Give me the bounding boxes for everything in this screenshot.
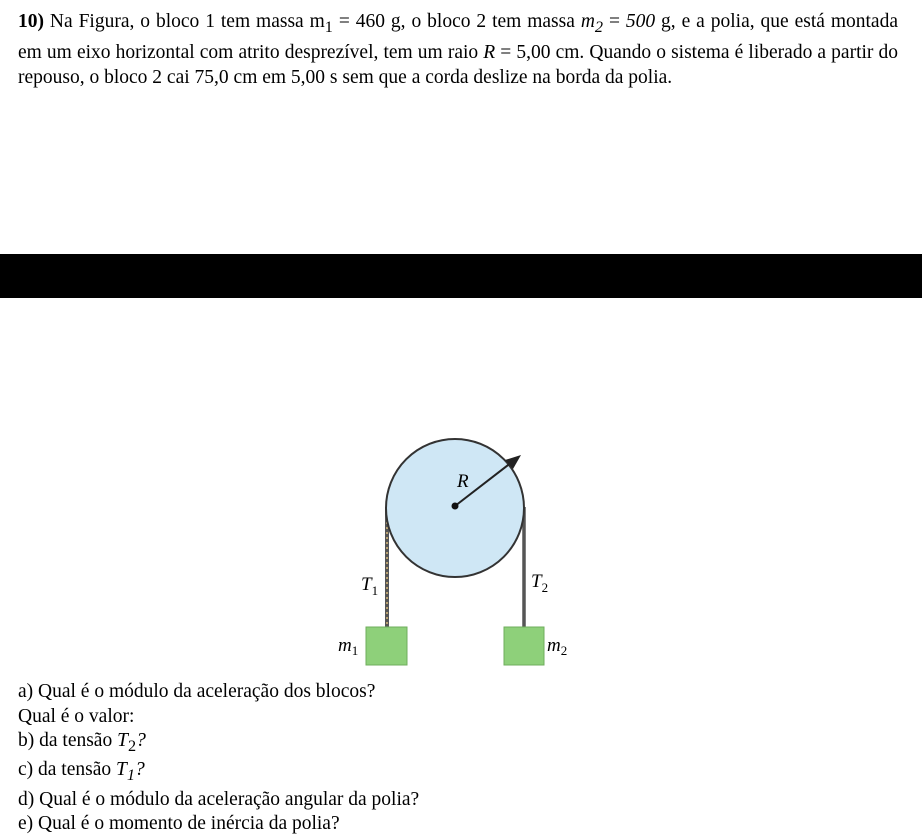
problem-text-3: = [603, 11, 626, 32]
question-b-symbol: T [117, 730, 128, 751]
question-a: a) Qual é o módulo da aceleração dos blocos? [18, 681, 376, 702]
problem-text-1: Na Figura, o bloco 1 tem massa m [44, 11, 325, 32]
question-b-prefix: b) da tensão [18, 730, 118, 751]
block-2 [504, 627, 544, 665]
problem-text-5: = 5,00 cm. Quando o sistema é liberado a partir do repouso, o bloco 2 cai 75,0 cm em 5,00 s sem que a corda deslize na borda da polia. [18, 41, 899, 88]
radius-label: R [457, 471, 469, 492]
m2-value: 500 [625, 11, 656, 32]
question-c-sub: 1 [126, 766, 135, 785]
tension-1-label: $T_1$ [361, 574, 379, 598]
question-b-suffix: ? [136, 730, 146, 751]
mass-2-label: $m_2$ [547, 635, 568, 658]
mass-1-label: $m_1$ [338, 635, 359, 658]
block-1 [366, 627, 407, 665]
question-e: e) Qual é o momento de inércia da polia? [18, 813, 340, 835]
tension-2-label: $T_2$ [531, 571, 549, 595]
problem-number: 10) [18, 11, 44, 32]
question-b-sub: 2 [127, 736, 137, 755]
problem-text-4: g, e a polia, que está montada em um eixo horizontal com atrito desprezível, tem um raio [18, 11, 898, 63]
m2-subscript: 2 [594, 17, 604, 36]
questions-list [18, 680, 419, 837]
pulley-axle [452, 503, 459, 510]
question-c-symbol: T [116, 759, 127, 781]
m2-symbol: m [580, 11, 595, 32]
value-intro: Qual é o valor: [18, 705, 135, 727]
question-c-prefix: c) da tensão [18, 759, 116, 781]
problem-text-2: = 460 g, o bloco 2 tem massa [332, 11, 581, 32]
question-d: d) Qual é o módulo da aceleração angular da polia? [18, 788, 420, 810]
question-b [18, 729, 419, 758]
question-c-suffix: ? [134, 759, 145, 781]
radius-symbol: R [483, 41, 496, 63]
question-c [18, 758, 419, 787]
m1-subscript: 1 [324, 17, 333, 36]
